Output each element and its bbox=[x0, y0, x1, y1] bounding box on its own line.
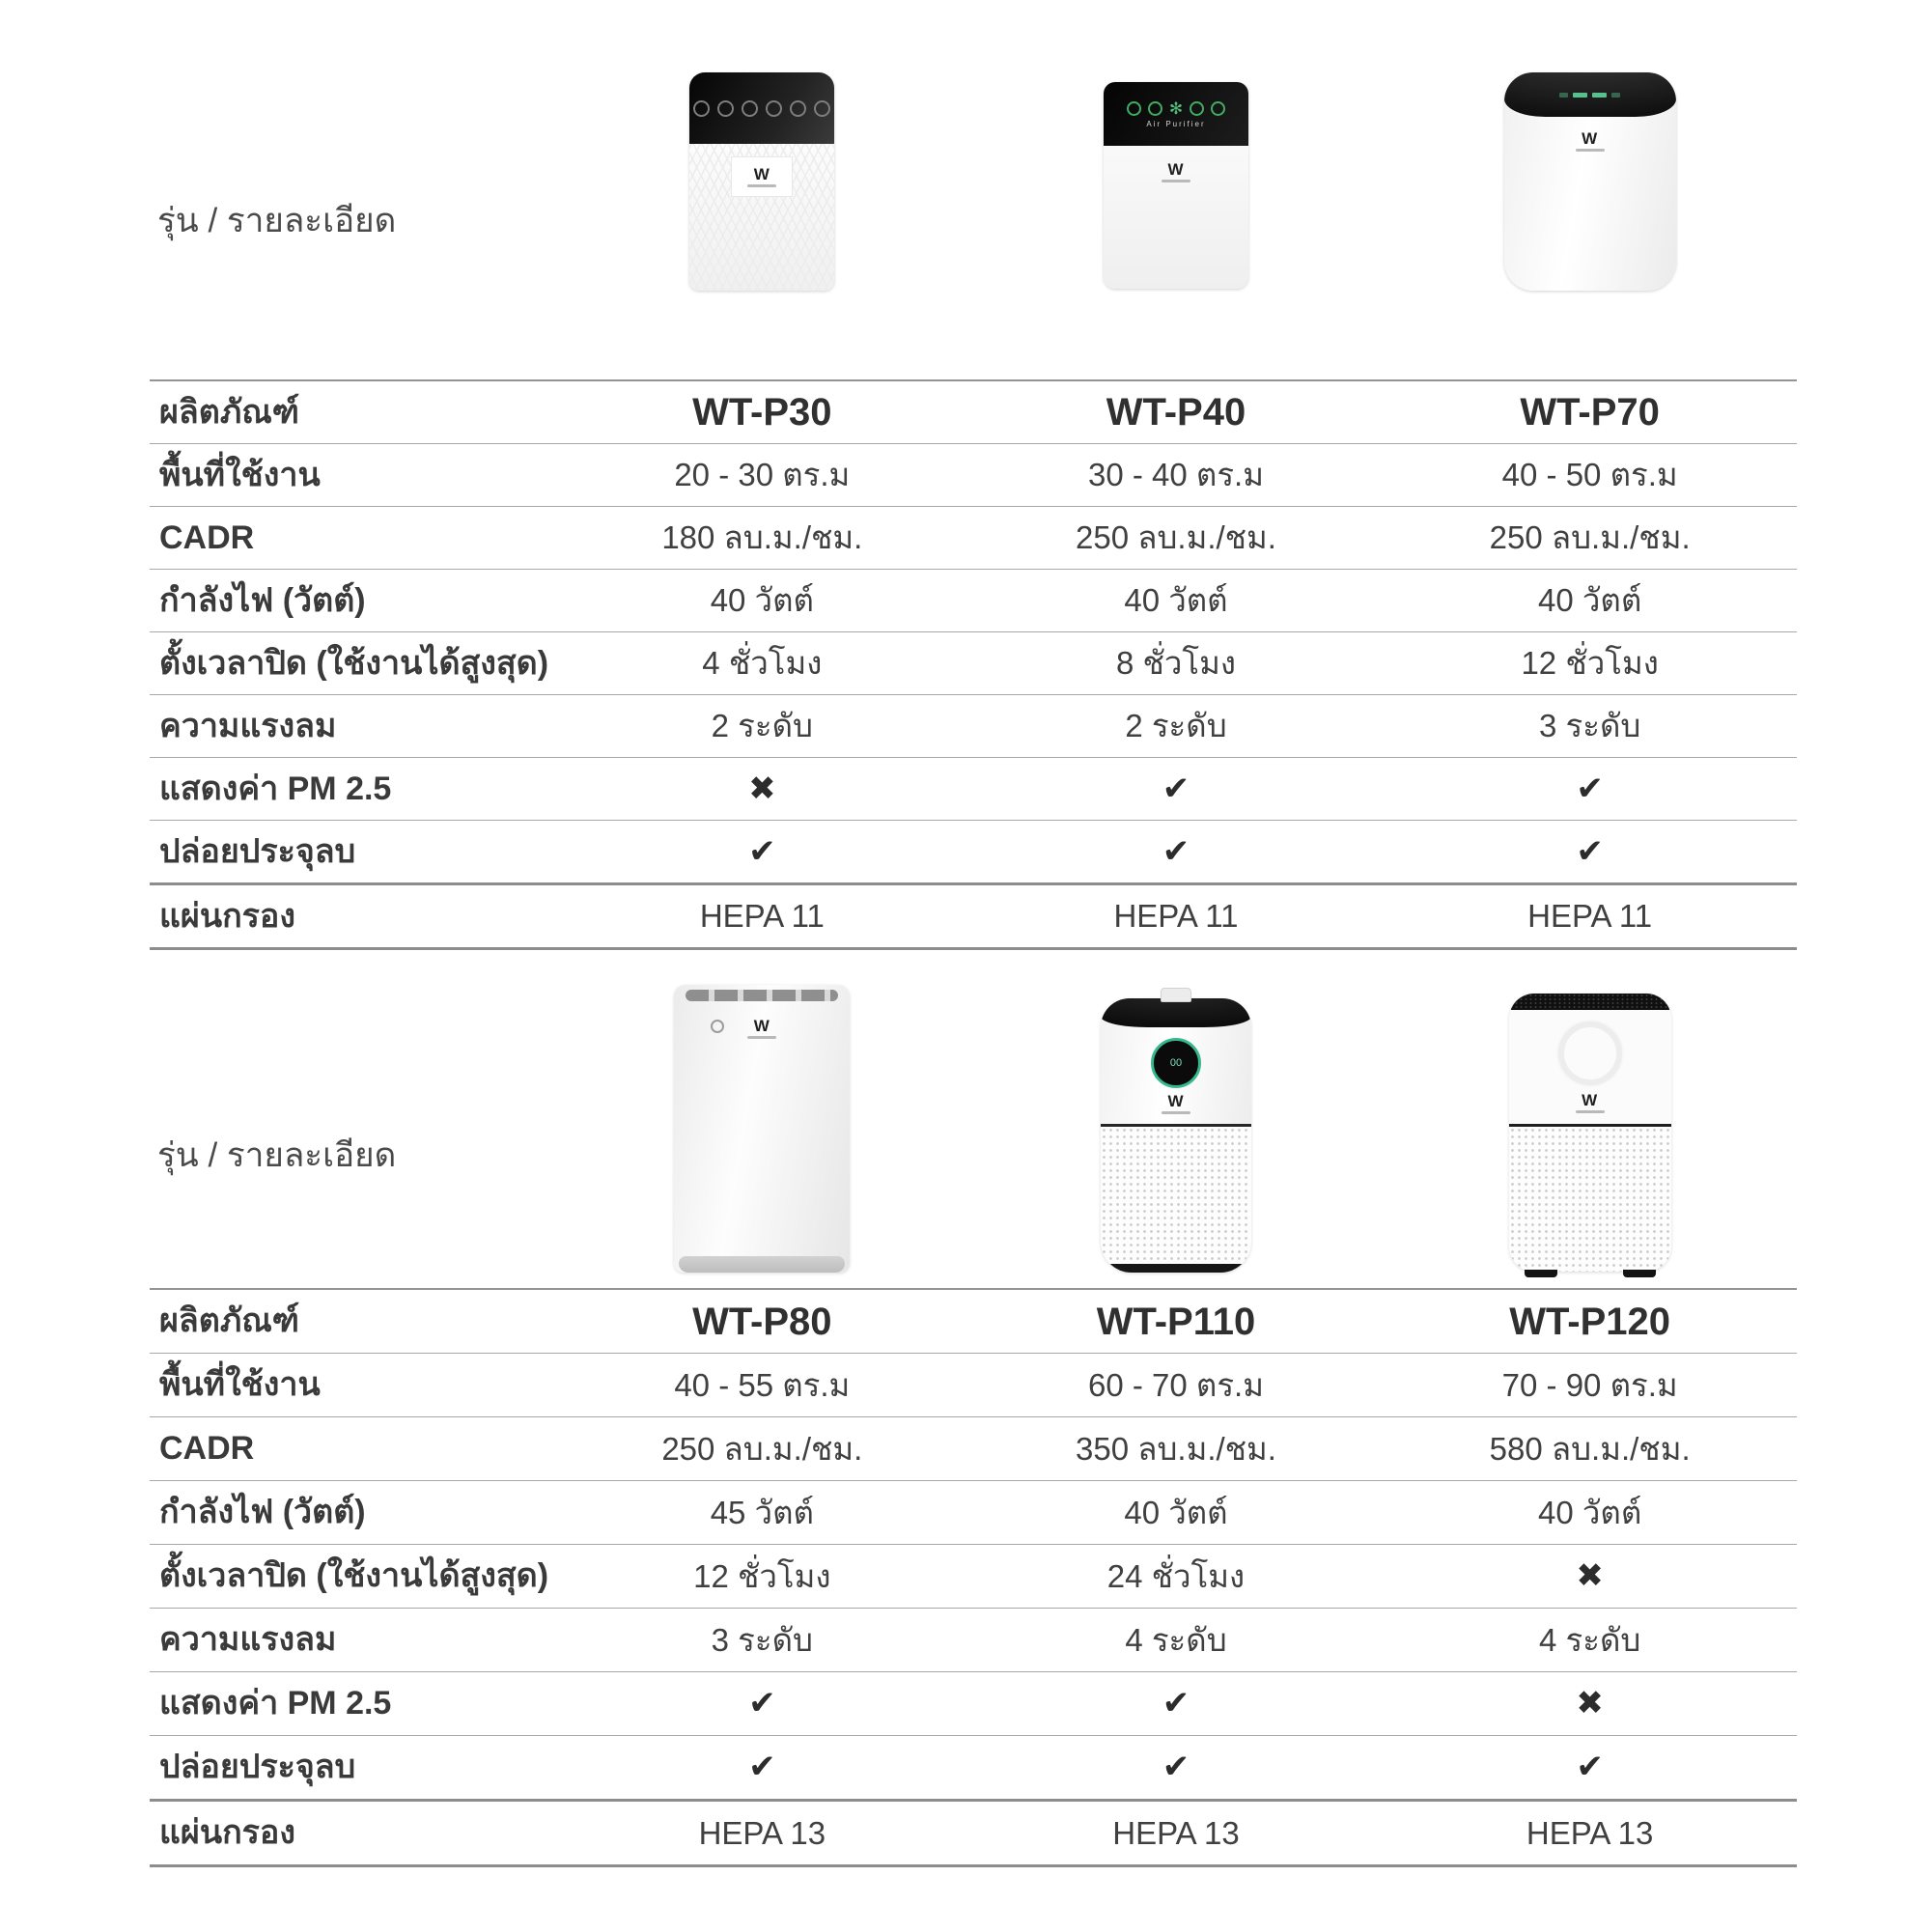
row-header-area: พื้นที่ใช้งาน bbox=[159, 456, 321, 493]
display-segment bbox=[1559, 93, 1568, 98]
row-header-filter: แผ่นกรอง bbox=[159, 1814, 295, 1852]
row-header-timer: ตั้งเวลาปิด (ใช้งานได้สูงสุด) bbox=[159, 644, 549, 682]
table-row-ion bbox=[150, 1736, 1797, 1802]
timer-value: 12 ชั่วโมง bbox=[1521, 645, 1659, 682]
control-panel bbox=[689, 72, 834, 144]
gallery-section-1 bbox=[150, 0, 1797, 379]
filter-value: HEPA 11 bbox=[1527, 898, 1653, 935]
base bbox=[1101, 1264, 1251, 1273]
fan-value: 2 ระดับ bbox=[1125, 708, 1227, 744]
top-vent bbox=[1509, 994, 1671, 1010]
fan-value: 4 ระดับ bbox=[1125, 1621, 1227, 1658]
filter-value: HEPA 13 bbox=[1526, 1814, 1654, 1851]
control-button-icon bbox=[693, 100, 710, 117]
brand-logo: W bbox=[1162, 161, 1190, 289]
panel-caption: Air Purifier bbox=[1146, 119, 1206, 128]
perforated-filter-body bbox=[1101, 1124, 1251, 1264]
table-row-filter bbox=[150, 1802, 1797, 1867]
table-row-cadr bbox=[150, 507, 1797, 570]
cadr-value: 250 ลบ.ม./ชม. bbox=[661, 1430, 863, 1467]
cross-icon: ✖ bbox=[1576, 1557, 1604, 1595]
check-icon: ✔ bbox=[1162, 770, 1190, 807]
area-value: 70 - 90 ตร.ม bbox=[1501, 1366, 1678, 1403]
check-icon: ✔ bbox=[1162, 1749, 1190, 1786]
product-name: WT-P30 bbox=[692, 391, 832, 434]
row-header-timer: ตั้งเวลาปิด (ใช้งานได้สูงสุด) bbox=[159, 1557, 549, 1595]
timer-value: 24 ชั่วโมง bbox=[1106, 1557, 1246, 1594]
cadr-value: 180 ลบ.ม./ชม. bbox=[661, 519, 863, 556]
row-header-product: ผลิตภัณฑ์ bbox=[159, 393, 300, 431]
table-row-timer bbox=[150, 632, 1797, 695]
power-value: 40 วัตต์ bbox=[1538, 1494, 1642, 1530]
table-row-filter bbox=[150, 885, 1797, 950]
area-value: 20 - 30 ตร.ม bbox=[674, 457, 851, 493]
table-row-pm25 bbox=[150, 1672, 1797, 1736]
product-name: WT-P40 bbox=[1106, 391, 1246, 434]
check-icon: ✔ bbox=[1162, 832, 1190, 870]
table-row-area bbox=[150, 1354, 1797, 1417]
textured-front-panel bbox=[689, 144, 834, 291]
round-display: 00 bbox=[1151, 1038, 1201, 1088]
check-icon: ✔ bbox=[748, 832, 776, 870]
timer-icon bbox=[1190, 101, 1204, 116]
product-photo-wt-p40 bbox=[1104, 82, 1248, 289]
spec-table-2 bbox=[150, 1288, 1797, 1867]
row-header-product: ผลิตภัณฑ์ bbox=[159, 1302, 300, 1340]
dial-ring bbox=[1558, 1022, 1622, 1085]
filter-value: HEPA 11 bbox=[699, 898, 825, 935]
row-header-power: กำลังไฟ (วัตต์) bbox=[159, 581, 366, 619]
fan-value: 2 ระดับ bbox=[711, 708, 813, 744]
cross-icon: ✖ bbox=[1576, 1685, 1604, 1722]
power-value: 40 วัตต์ bbox=[1124, 582, 1228, 619]
check-icon: ✔ bbox=[748, 1685, 776, 1722]
row-header-area: พื้นที่ใช้งาน bbox=[159, 1366, 321, 1404]
row-header-pm25: แสดงค่า PM 2.5 bbox=[159, 1685, 392, 1722]
fan-icon: ✻ bbox=[1168, 98, 1184, 118]
row-header-fan: ความแรงลม bbox=[159, 1621, 337, 1659]
table-row-cadr bbox=[150, 1417, 1797, 1481]
filter-value: HEPA 13 bbox=[1112, 1814, 1240, 1851]
table-row-product bbox=[150, 1290, 1797, 1354]
control-button-icon bbox=[790, 100, 806, 117]
row-header-ion: ปล่อยประจุลบ bbox=[159, 1749, 356, 1786]
gallery-label: รุ่น / รายละเอียด bbox=[157, 202, 397, 239]
row-header-cadr: CADR bbox=[159, 518, 255, 556]
brand-logo: W bbox=[1576, 130, 1605, 291]
area-value: 60 - 70 ตร.ม bbox=[1088, 1366, 1264, 1403]
control-button-icon bbox=[742, 100, 758, 117]
cadr-value: 580 ลบ.ม./ชม. bbox=[1489, 1430, 1691, 1467]
row-header-fan: ความแรงลม bbox=[159, 707, 337, 744]
row-header-ion: ปล่อยประจุลบ bbox=[159, 832, 356, 870]
product-photo-wt-p110 bbox=[1101, 988, 1251, 1273]
cadr-value: 250 ลบ.ม./ชม. bbox=[1489, 519, 1691, 556]
table-row-fan bbox=[150, 695, 1797, 758]
power-value: 45 วัตต์ bbox=[710, 1494, 814, 1530]
cadr-value: 350 ลบ.ม./ชม. bbox=[1076, 1430, 1276, 1467]
spec-table-1 bbox=[150, 379, 1797, 950]
base bbox=[679, 1256, 845, 1273]
perforated-filter-body bbox=[1509, 1124, 1671, 1272]
check-icon: ✔ bbox=[1576, 832, 1604, 870]
control-button-icon bbox=[717, 100, 734, 117]
gallery-label: รุ่น / รายละเอียด bbox=[157, 1136, 397, 1174]
row-header-filter: แผ่นกรอง bbox=[159, 897, 295, 935]
display-panel bbox=[1104, 82, 1248, 146]
top-vent bbox=[686, 990, 838, 1001]
ion-icon bbox=[1148, 101, 1162, 116]
fan-value: 3 ระดับ bbox=[711, 1621, 813, 1658]
row-header-cadr: CADR bbox=[159, 1430, 255, 1468]
timer-value: 4 ชั่วโมง bbox=[702, 645, 823, 682]
product-photo-wt-p120 bbox=[1509, 994, 1671, 1277]
product-name: WT-P110 bbox=[1096, 1300, 1256, 1343]
check-icon: ✔ bbox=[1576, 1749, 1604, 1786]
table-row-area bbox=[150, 444, 1797, 507]
cadr-value: 250 ลบ.ม./ชม. bbox=[1076, 519, 1276, 556]
feet bbox=[1509, 1270, 1671, 1277]
top-display-panel bbox=[1504, 72, 1676, 117]
table-row-fan bbox=[150, 1609, 1797, 1672]
product-name: WT-P80 bbox=[692, 1300, 832, 1343]
table-row-power bbox=[150, 1481, 1797, 1545]
row-header-power: กำลังไฟ (วัตต์) bbox=[159, 1494, 366, 1531]
area-value: 40 - 50 ตร.ม bbox=[1501, 457, 1678, 493]
top-knob bbox=[1161, 988, 1191, 1002]
table-row-pm25 bbox=[150, 758, 1797, 821]
brand-logo: W bbox=[747, 166, 776, 187]
control-button-icon bbox=[814, 100, 830, 117]
table-row-ion bbox=[150, 821, 1797, 885]
top-rim bbox=[1101, 998, 1251, 1027]
fan-value: 4 ระดับ bbox=[1538, 1621, 1641, 1658]
display-segment bbox=[1611, 93, 1620, 98]
filter-value: HEPA 11 bbox=[1113, 898, 1239, 935]
table-row-timer bbox=[150, 1545, 1797, 1609]
table-row-product bbox=[150, 381, 1797, 444]
timer-value: 12 ชั่วโมง bbox=[693, 1557, 831, 1594]
check-icon: ✔ bbox=[748, 1749, 776, 1786]
timer-value: 8 ชั่วโมง bbox=[1115, 645, 1237, 682]
product-photo-wt-p70 bbox=[1504, 72, 1676, 291]
brand-logo: W bbox=[747, 1018, 776, 1039]
check-icon: ✔ bbox=[1576, 770, 1604, 807]
area-value: 30 - 40 ตร.ม bbox=[1088, 457, 1264, 493]
power-icon bbox=[1211, 101, 1225, 116]
product-name: WT-P70 bbox=[1520, 391, 1660, 434]
product-name: WT-P120 bbox=[1509, 1300, 1671, 1343]
mode-icon bbox=[1127, 101, 1141, 116]
row-header-pm25: แสดงค่า PM 2.5 bbox=[159, 770, 392, 807]
power-value: 40 วัตต์ bbox=[1124, 1494, 1228, 1530]
filter-value: HEPA 13 bbox=[698, 1814, 826, 1851]
gallery-section-2 bbox=[150, 950, 1797, 1288]
fan-value: 3 ระดับ bbox=[1538, 708, 1641, 744]
product-photo-wt-p30 bbox=[689, 72, 834, 291]
cross-icon: ✖ bbox=[748, 770, 776, 807]
product-photo-wt-p80 bbox=[674, 985, 850, 1273]
control-button-icon bbox=[766, 100, 782, 117]
check-icon: ✔ bbox=[1162, 1685, 1190, 1722]
display-segment bbox=[1592, 93, 1607, 98]
power-value: 40 วัตต์ bbox=[1538, 582, 1642, 619]
area-value: 40 - 55 ตร.ม bbox=[674, 1366, 851, 1403]
brand-logo: W bbox=[1162, 1093, 1190, 1114]
brand-logo: W bbox=[1576, 1092, 1605, 1113]
power-value: 40 วัตต์ bbox=[710, 582, 814, 619]
display-segment bbox=[1573, 93, 1587, 98]
table-row-power bbox=[150, 570, 1797, 632]
